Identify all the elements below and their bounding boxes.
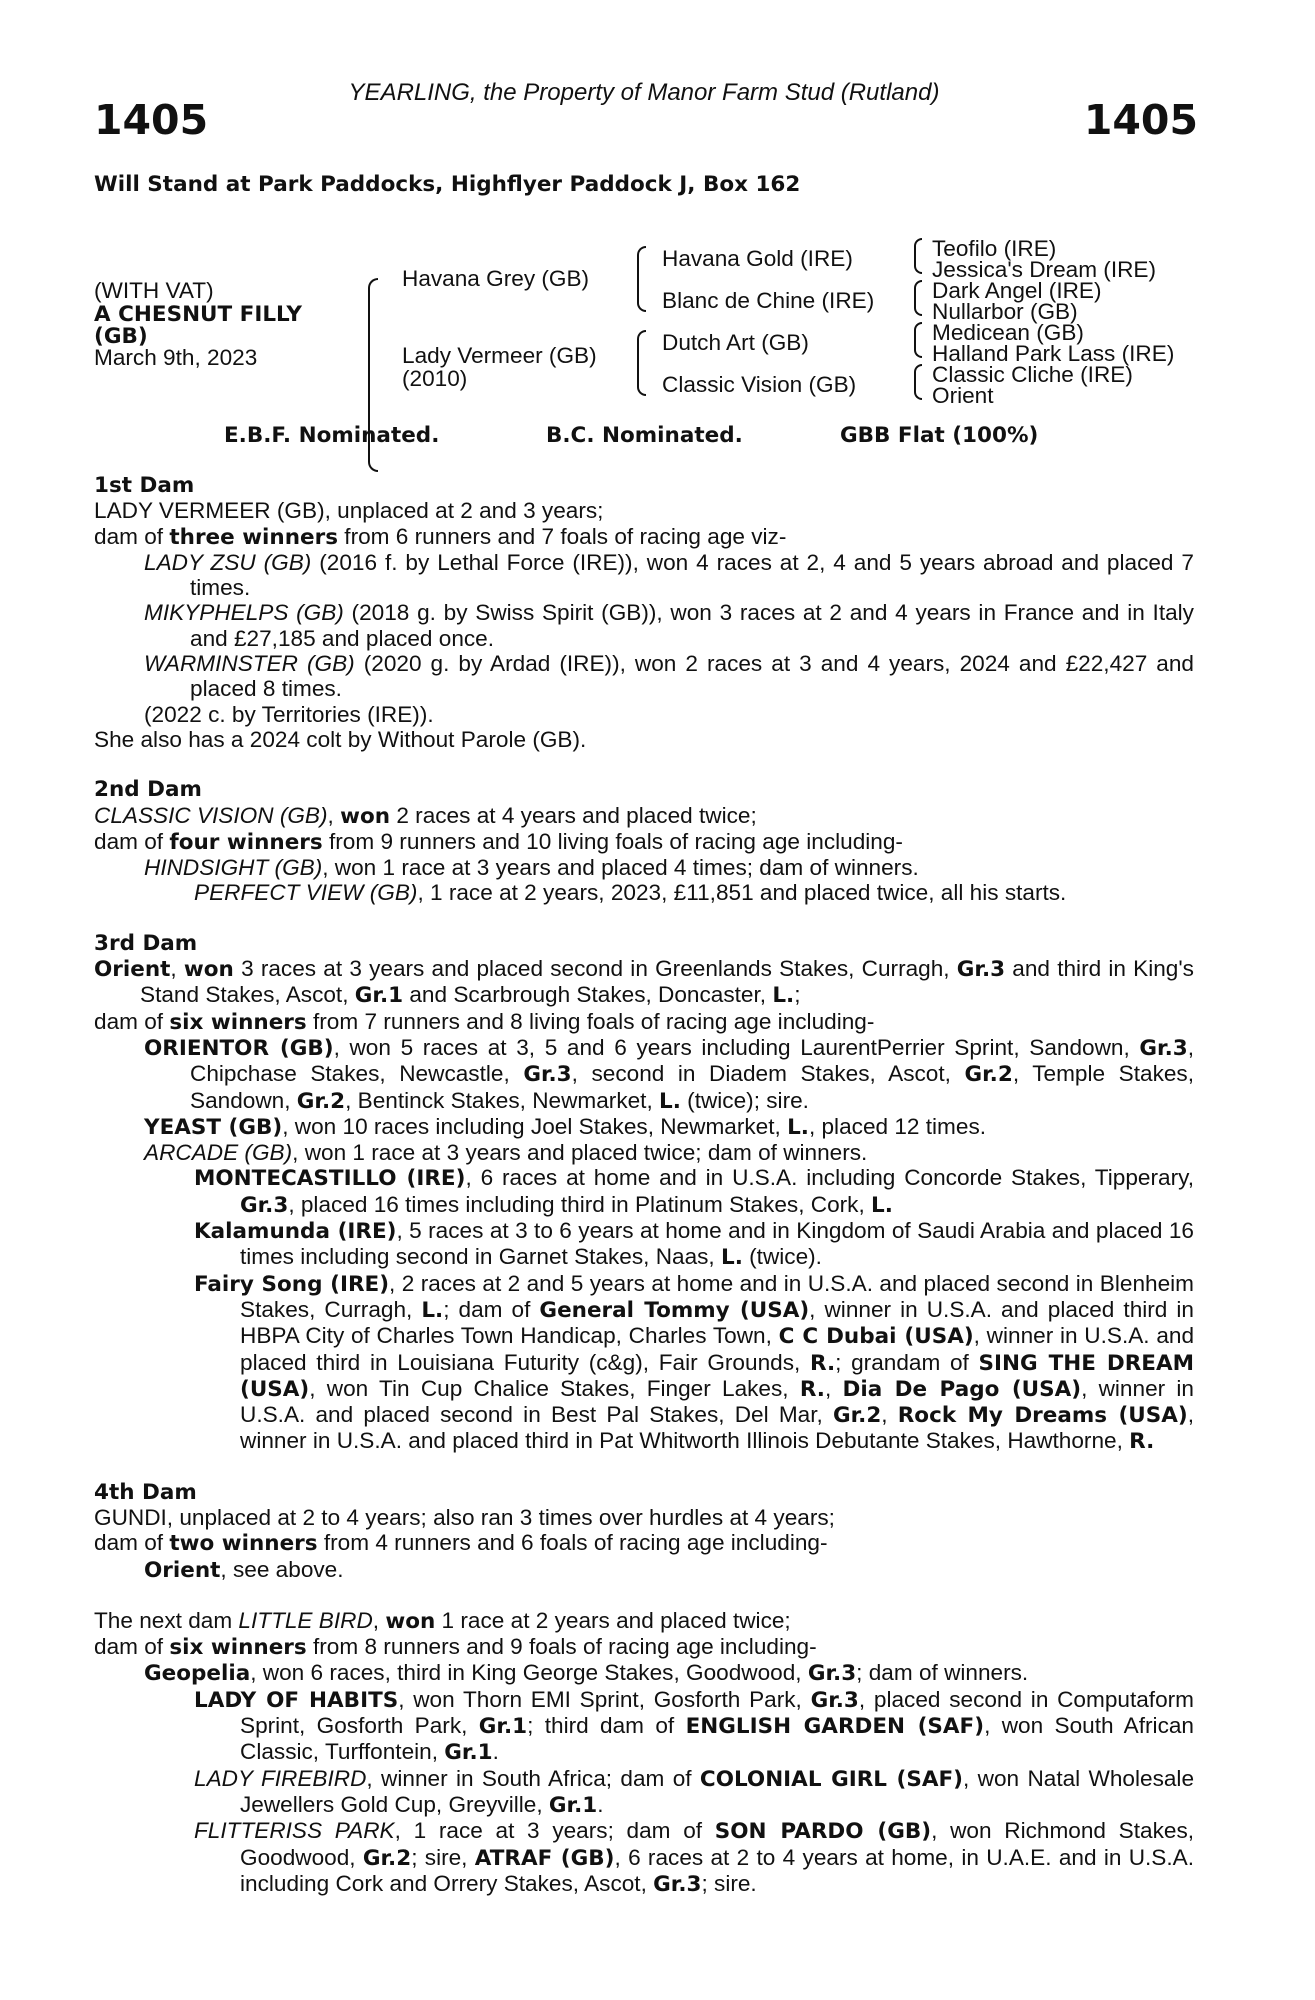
- pedigree-brace: [914, 364, 922, 400]
- produce-record: [94, 473, 1194, 1897]
- gg-sire-1: Teofilo (IRE): [932, 236, 1057, 261]
- progeny-entry: ARCADE (GB), won 1 race at 3 years and placed twice; dam of winners.: [144, 1140, 868, 1166]
- foaling-date: March 9th, 2023: [94, 345, 258, 370]
- fourth-dam-heading: 4th Dam: [94, 1479, 197, 1505]
- pedigree-brace: [637, 246, 646, 312]
- stabling-location: Will Stand at Park Paddocks, Highflyer Paddock J, Box 162: [94, 172, 801, 197]
- grandprogeny-entry: LADY FIREBIRD, winner in South Africa; dam of COLONIAL GIRL (SAF), won Natal Wholesale Jewellers Gold Cup, Greyville, Gr.1.: [194, 1765, 1195, 1818]
- first-dam-line: LADY VERMEER (GB), unplaced at 2 and 3 years;: [94, 498, 604, 524]
- progeny-entry: ORIENTOR (GB), won 5 races at 3, 5 and 6 years including LaurentPerrier Sprint, Sandown, Gr.3, Chipchase Stakes, Newcastle, Gr.3, second in Diadem Stakes, Ascot, Gr.2, Temple Stakes, Sandown, Gr.2, Bentinck Stakes, Newmarket, L. (twice); sire.: [144, 1034, 1195, 1114]
- grandprogeny-entry: LADY OF HABITS, won Thorn EMI Sprint, Gosforth Park, Gr.3, placed second in Computaform Sprint, Gosforth Park, Gr.1; third dam of ENGLISH GARDEN (SAF), won South African Classic, Turffontein, Gr.1.: [194, 1686, 1194, 1766]
- second-dam-heading: 2nd Dam: [94, 777, 202, 803]
- progeny-entry: YEAST (GB), won 10 races including Joel Stakes, Newmarket, L., placed 12 times.: [144, 1113, 987, 1140]
- bc-nomination: B.C. Nominated.: [546, 423, 743, 448]
- lot-number-left: 1405: [94, 96, 209, 144]
- sire: Havana Grey (GB): [402, 266, 590, 291]
- gg-sire-2: Dark Angel (IRE): [932, 278, 1102, 303]
- ebf-nomination: E.B.F. Nominated.: [224, 423, 440, 448]
- third-dam-line: Orient, won 3 races at 3 years and placed second in Greenlands Stakes, Curragh, Gr.3 and third in King's Stand Stakes, Ascot, Gr.1 and Scarbrough Stakes, Doncaster, L.;: [94, 956, 1194, 1009]
- gg-dam-2: Nullarbor (GB): [932, 299, 1078, 324]
- progeny-entry: MIKYPHELPS (GB) (2018 g. by Swiss Spirit (GB)), won 3 races at 2 and 4 years in France and in Italy and £27,185 and placed once.: [144, 600, 1194, 651]
- pedigree-table: [94, 198, 1194, 498]
- progeny-entry: WARMINSTER (GB) (2020 g. by Ardad (IRE)), won 2 races at 3 and 4 years, 2024 and £22,427 and placed 8 times.: [144, 651, 1194, 702]
- gg-sire-4: Classic Cliche (IRE): [932, 362, 1133, 387]
- third-dam-heading: 3rd Dam: [94, 930, 198, 956]
- progeny-entry: (2022 c. by Territories (IRE)).: [144, 701, 434, 727]
- dam-dam: Classic Vision (GB): [662, 372, 857, 397]
- grandprogeny-entry: FLITTERISS PARK, 1 race at 3 years; dam of SON PARDO (GB), won Richmond Stakes, Goodwood, Gr.2; sire, ATRAF (GB), 6 races at 2 to 4 years at home, in U.A.E. and in U.S.A. including Cork and Orrery Stakes, Ascot, Gr.3; sire.: [194, 1818, 1195, 1897]
- pedigree-brace: [914, 280, 922, 316]
- fourth-dam-summary: dam of two winners from 4 runners and 6 foals of racing age including-: [94, 1530, 828, 1557]
- gg-dam-3: Halland Park Lass (IRE): [932, 341, 1175, 366]
- second-dam-line: CLASSIC VISION (GB), won 2 races at 4 years and placed twice;: [94, 802, 757, 829]
- progeny-entry: PERFECT VIEW (GB), 1 race at 2 years, 2023, £11,851 and placed twice, all his starts.: [194, 880, 1067, 906]
- next-dam-summary: dam of six winners from 8 runners and 9 foals of racing age including-: [94, 1634, 817, 1661]
- horse-origin: (GB): [94, 324, 148, 349]
- progeny-entry: LADY ZSU (GB) (2016 f. by Lethal Force (IRE)), won 4 races at 2, 4 and 5 years abroad and placed 7 times.: [144, 549, 1194, 601]
- dam: Lady Vermeer (GB): [402, 343, 597, 368]
- fourth-dam-line: GUNDI, unplaced at 2 to 4 years; also ran 3 times over hurdles at 4 years;: [94, 1504, 835, 1530]
- gg-dam-4: Orient: [932, 383, 994, 408]
- progeny-entry: Geopelia, won 6 races, third in King George Stakes, Goodwood, Gr.3; dam of winners.: [144, 1660, 1029, 1687]
- progeny-entry: Orient, see above.: [144, 1556, 344, 1583]
- grandprogeny-entry: Kalamunda (IRE), 5 races at 3 to 6 years at home and in Kingdom of Saudi Arabia and placed 16 times including second in Garnet Stakes, Naas, L. (twice).: [194, 1218, 1195, 1271]
- dam-sire: Dutch Art (GB): [662, 330, 809, 355]
- horse-name: A CHESNUT FILLY: [94, 302, 302, 327]
- pedigree-brace: [914, 322, 922, 358]
- second-dam-summary: dam of four winners from 9 runners and 10 living foals of racing age including-: [94, 828, 903, 855]
- lot-number-right: 1405: [1083, 96, 1198, 144]
- gg-sire-3: Medicean (GB): [932, 320, 1084, 345]
- third-dam-summary: dam of six winners from 7 runners and 8 living foals of racing age including-: [94, 1008, 875, 1035]
- first-dam-heading: 1st Dam: [94, 473, 195, 498]
- progeny-entry: HINDSIGHT (GB), won 1 race at 3 years and placed 4 times; dam of winners.: [144, 855, 919, 881]
- pedigree-brace: [637, 330, 646, 396]
- vat-label: (WITH VAT): [94, 278, 214, 303]
- pedigree-brace: [914, 238, 922, 274]
- gg-dam-1: Jessica's Dream (IRE): [932, 257, 1157, 282]
- grandprogeny-entry: Fairy Song (IRE), 2 races at 2 and 5 years at home and in U.S.A. and placed second in Blenheim Stakes, Curragh, L.; dam of General Tommy (USA), winner in U.S.A. and placed third in HBPA City of Charles Town Handicap, Charles Town, C C Dubai (USA), winner in U.S.A. and placed third in Louisiana Futurity (c&g), Fair Grounds, R.; grandam of SING THE DREAM (USA), won Tin Cup Chalice Stakes, Finger Lakes, R., Dia De Pago (USA), winner in U.S.A. and placed second in Best Pal Stakes, Del Mar, Gr.2, Rock My Dreams (USA), winner in U.S.A. and placed third in Pat Whitworth Illinois Debutante Stakes, Hawthorne, R.: [194, 1270, 1195, 1455]
- sire-sire: Havana Gold (IRE): [662, 246, 853, 271]
- next-dam-line: The next dam LITTLE BIRD, won 1 race at 2 years and placed twice;: [94, 1607, 791, 1634]
- first-dam-note: She also has a 2024 colt by Without Parole (GB).: [94, 726, 587, 752]
- first-dam-summary: dam of three winners from 6 runners and 7 foals of racing age viz-: [94, 523, 787, 550]
- dam-year: (2010): [402, 366, 468, 391]
- gbb-flat: GBB Flat (100%): [840, 423, 1039, 448]
- sire-dam: Blanc de Chine (IRE): [662, 288, 875, 313]
- vendor-subtitle: YEARLING, the Property of Manor Farm Stud (Rutland): [348, 79, 940, 106]
- grandprogeny-entry: MONTECASTILLO (IRE), 6 races at home and in U.S.A. including Concorde Stakes, Tipperary, Gr.3, placed 16 times including third in Platinum Stakes, Cork, L.: [194, 1165, 1194, 1218]
